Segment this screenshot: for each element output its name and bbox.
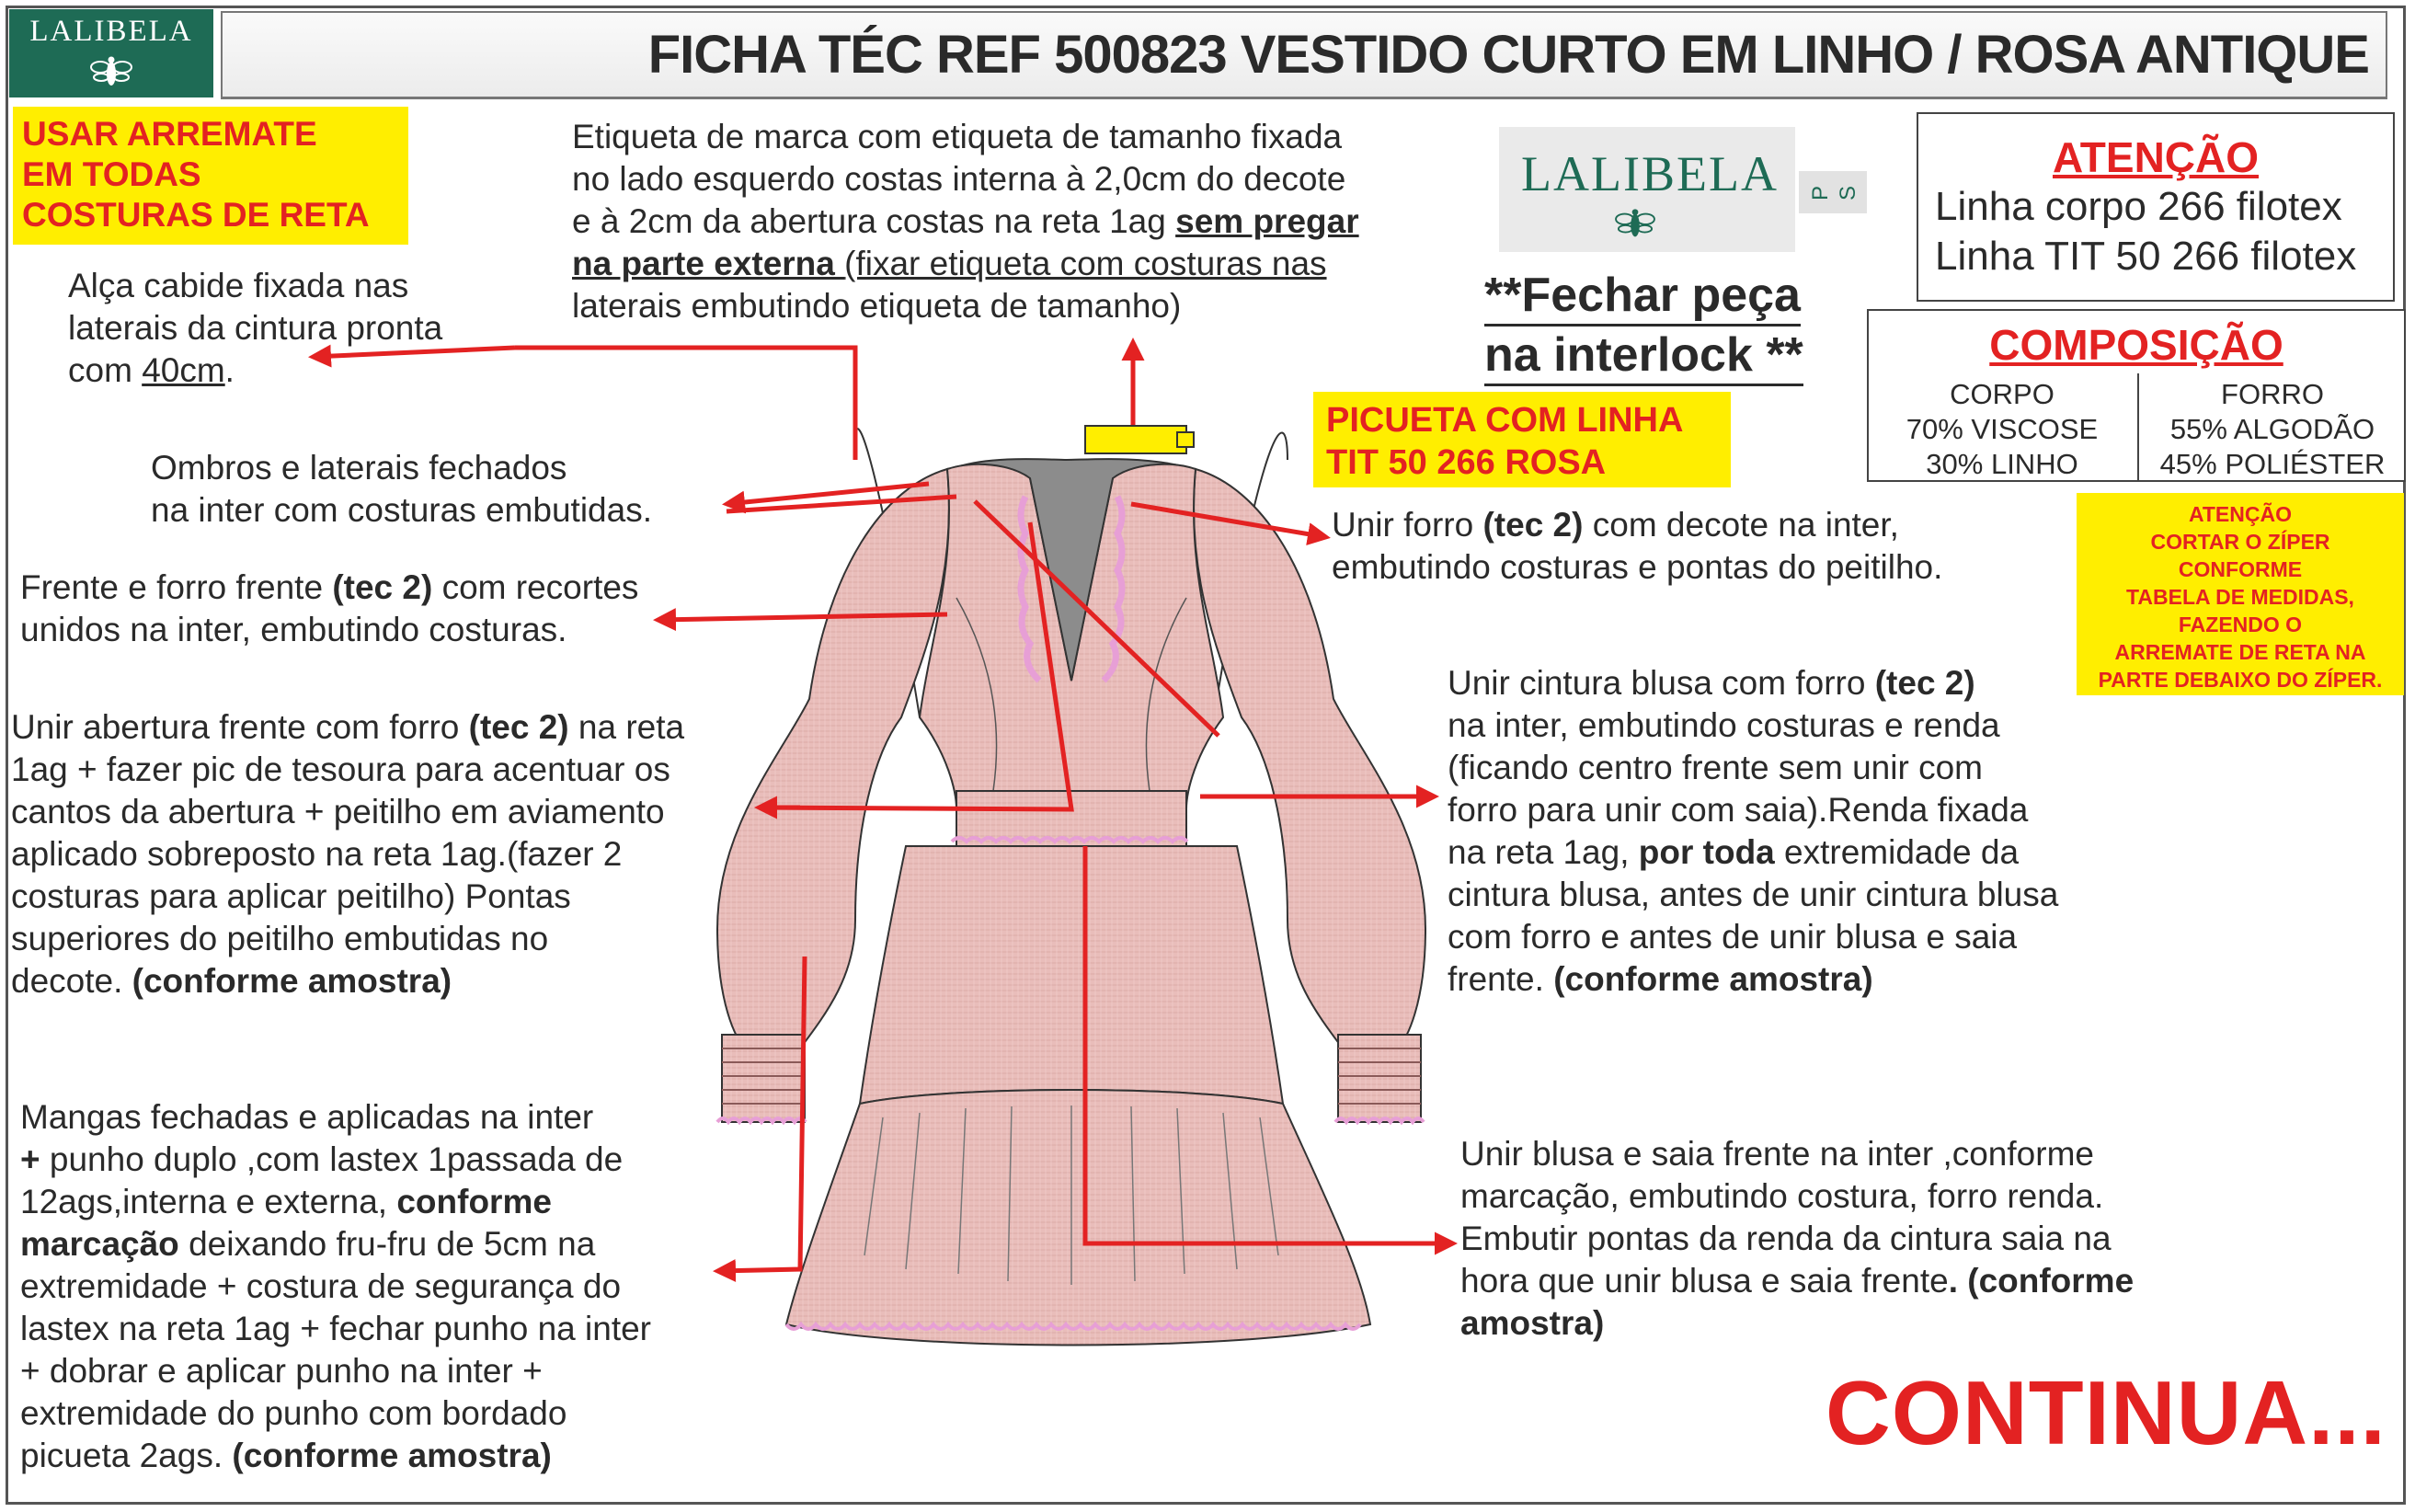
- cintura-line-5c: extremidade da: [1774, 833, 2020, 871]
- saia-line-4b: . (conforme: [1948, 1262, 2135, 1300]
- mangas-line-7: + dobrar e aplicar punho na inter +: [20, 1352, 543, 1390]
- etiqueta-line-4b: (fixar etiqueta com costuras nas: [844, 245, 1327, 282]
- mangas-line-4b: deixando fru-fru de 5cm na: [178, 1225, 596, 1263]
- alca-line-3c: .: [224, 351, 235, 389]
- abertura-line-5: costuras para aplicar peitilho) Pontas: [11, 877, 571, 915]
- cintura-line-2: na inter, embutindo costuras e renda: [1448, 706, 2000, 744]
- mangas-line-3a: 12ags,interna e externa,: [20, 1183, 397, 1220]
- ombros-line-2: na inter com costuras embutidas.: [151, 491, 652, 529]
- mangas-line-9a: picueta 2ags.: [20, 1437, 233, 1474]
- abertura-line-1a: Unir abertura frente com forro: [11, 708, 469, 746]
- cintura-line-4: forro para unir com saia).Renda fixada: [1448, 791, 2029, 829]
- mangas-line-3b: conforme: [396, 1183, 552, 1220]
- saia-line-3: Embutir pontas da renda da cintura saia na: [1460, 1220, 2112, 1257]
- corpo-title: CORPO: [1950, 378, 2054, 410]
- brand-name: LALIBELA: [29, 15, 193, 48]
- continua-text: CONTINUA...: [1826, 1362, 2386, 1463]
- etiqueta-line-2: no lado esquerdo costas interna à 2,0cm do decote: [572, 160, 1346, 198]
- ziper-line-5: FAZENDO O: [2178, 613, 2303, 636]
- atencao-title: ATENÇÃO: [2052, 133, 2260, 181]
- fechar-line-1: **Fechar peça: [1484, 267, 1801, 326]
- ziper-line-2: CORTAR O ZÍPER: [2150, 530, 2330, 554]
- neck-label-end: [1177, 432, 1194, 447]
- corpo-viscose: 70% VISCOSE: [1906, 413, 2099, 445]
- abertura-line-7a: decote.: [11, 962, 132, 1000]
- mangas-line-1: Mangas fechadas e aplicadas na inter: [20, 1098, 594, 1136]
- arremate-line-1: USAR ARREMATE: [22, 115, 317, 153]
- skirt-yoke: [860, 846, 1283, 1104]
- saia-line-1: Unir blusa e saia frente na inter ,conforme: [1460, 1135, 2094, 1173]
- abertura-line-3: cantos da abertura + peitilho em aviamento: [11, 793, 665, 830]
- etiqueta-line-3b: sem pregar: [1175, 202, 1359, 240]
- forro-decote-line-1a: Unir forro: [1332, 506, 1483, 544]
- callout-alca: [515, 348, 855, 460]
- cintura-line-8a: frente.: [1448, 960, 1554, 998]
- ziper-line-1: ATENÇÃO: [2188, 502, 2292, 526]
- mangas-line-2a: +: [20, 1140, 40, 1178]
- forro-decote-line-1b: (tec 2): [1482, 506, 1584, 544]
- mangas-line-4a: marcação: [20, 1225, 179, 1263]
- ziper-line-3: CONFORME: [2178, 557, 2303, 581]
- cintura-line-5a: na reta 1ag,: [1448, 833, 1639, 871]
- atencao-line-1: Linha corpo 266 filotex: [1935, 184, 2342, 229]
- forro-decote-line-1c: com decote na inter,: [1583, 506, 1899, 544]
- etiqueta-line-4a: na parte externa: [572, 245, 845, 282]
- mangas-line-6: lastex na reta 1ag + fechar punho na inter: [20, 1310, 651, 1347]
- forro-title: FORRO: [2221, 378, 2324, 410]
- cintura-line-5b: por toda: [1638, 833, 1775, 871]
- cintura-line-6: cintura blusa, antes de unir cintura blusa: [1448, 876, 2059, 913]
- ombros-line-1: Ombros e laterais fechados: [151, 449, 567, 487]
- alca-line-3a: com: [68, 351, 143, 389]
- atencao-line-2: Linha TIT 50 266 filotex: [1935, 234, 2357, 279]
- arremate-line-3: COSTURAS DE RETA: [22, 196, 370, 234]
- alca-line-1: Alça cabide fixada nas: [68, 267, 409, 304]
- saia-line-5b: amostra): [1460, 1304, 1605, 1342]
- ziper-line-4: TABELA DE MEDIDAS,: [2126, 585, 2354, 609]
- frente-line-1c: com recortes: [432, 568, 639, 606]
- picueta-line-1: PICUETA COM LINHA: [1326, 401, 1684, 440]
- mangas-line-9b: (conforme amostra): [232, 1437, 552, 1474]
- abertura-line-6: superiores do peitilho embutidas no: [11, 920, 549, 957]
- forro-algodao: 55% ALGODÃO: [2169, 413, 2375, 445]
- mangas-line-8: extremidade do punho com bordado: [20, 1394, 567, 1432]
- corpo-linho: 30% LINHO: [1926, 448, 2078, 480]
- label-brand-name: LALIBELA: [1521, 146, 1779, 201]
- forro-poliester: 45% POLIÉSTER: [2159, 448, 2386, 480]
- size-s: S: [1836, 185, 1861, 201]
- alca-line-2: laterais da cintura pronta: [68, 309, 443, 347]
- cintura-line-1a: Unir cintura blusa com forro: [1448, 664, 1875, 702]
- forro-decote-line-2: embutindo costuras e pontas do peitilho.: [1332, 548, 1943, 586]
- etiqueta-line-5: laterais embutindo etiqueta de tamanho): [572, 287, 1182, 325]
- cintura-line-1b: (tec 2): [1874, 664, 1975, 702]
- abertura-line-4: aplicado sobreposto na reta 1ag.(fazer 2: [11, 835, 623, 873]
- abertura-line-7b: (conforme amostra): [132, 962, 452, 1000]
- saia-line-2: marcação, embutindo costura, forro renda.: [1460, 1177, 2104, 1215]
- ziper-line-6: ARREMATE DE RETA NA: [2114, 640, 2366, 664]
- ziper-line-7: PARTE DEBAIXO DO ZÍPER.: [2098, 668, 2383, 692]
- arremate-line-2: EM TODAS: [22, 155, 201, 193]
- frente-line-1b: (tec 2): [332, 568, 433, 606]
- mangas-line-2b: punho duplo ,com lastex 1passada de: [40, 1140, 624, 1178]
- picueta-line-2: TIT 50 266 ROSA: [1326, 443, 1607, 482]
- etiqueta-line-3a: e à 2cm da abertura costas na reta 1ag: [572, 202, 1176, 240]
- frente-line-1a: Frente e forro frente: [20, 568, 333, 606]
- skirt-ruffle: [786, 1090, 1370, 1346]
- composicao-title: COMPOSIÇÃO: [1989, 321, 2283, 369]
- alca-line-3b: 40cm: [142, 351, 225, 389]
- abertura-line-2: 1ag + fazer pic de tesoura para acentuar os: [11, 750, 670, 788]
- neck-label-tag: [1085, 426, 1186, 453]
- mangas-line-5: extremidade + costura de segurança do: [20, 1267, 622, 1305]
- saia-line-4a: hora que unir blusa e saia frente: [1460, 1262, 1949, 1300]
- cintura-line-3: (ficando centro frente sem unir com: [1448, 749, 1983, 786]
- cintura-line-7: com forro e antes de unir blusa e saia: [1448, 918, 2018, 956]
- etiqueta-line-1: Etiqueta de marca com etiqueta de tamanho fixada: [572, 118, 1343, 155]
- cintura-line-8b: (conforme amostra): [1553, 960, 1873, 998]
- frente-line-2: unidos na inter, embutindo costuras.: [20, 611, 567, 648]
- callout-alca-arrow: [313, 348, 515, 357]
- abertura-line-1c: na reta: [568, 708, 685, 746]
- size-p: P: [1808, 185, 1834, 201]
- page-title: FICHA TÉC REF 500823 VESTIDO CURTO EM LINHO / ROSA ANTIQUE: [221, 11, 2387, 99]
- fechar-line-2: na interlock **: [1484, 326, 1803, 386]
- abertura-line-1b: (tec 2): [468, 708, 569, 746]
